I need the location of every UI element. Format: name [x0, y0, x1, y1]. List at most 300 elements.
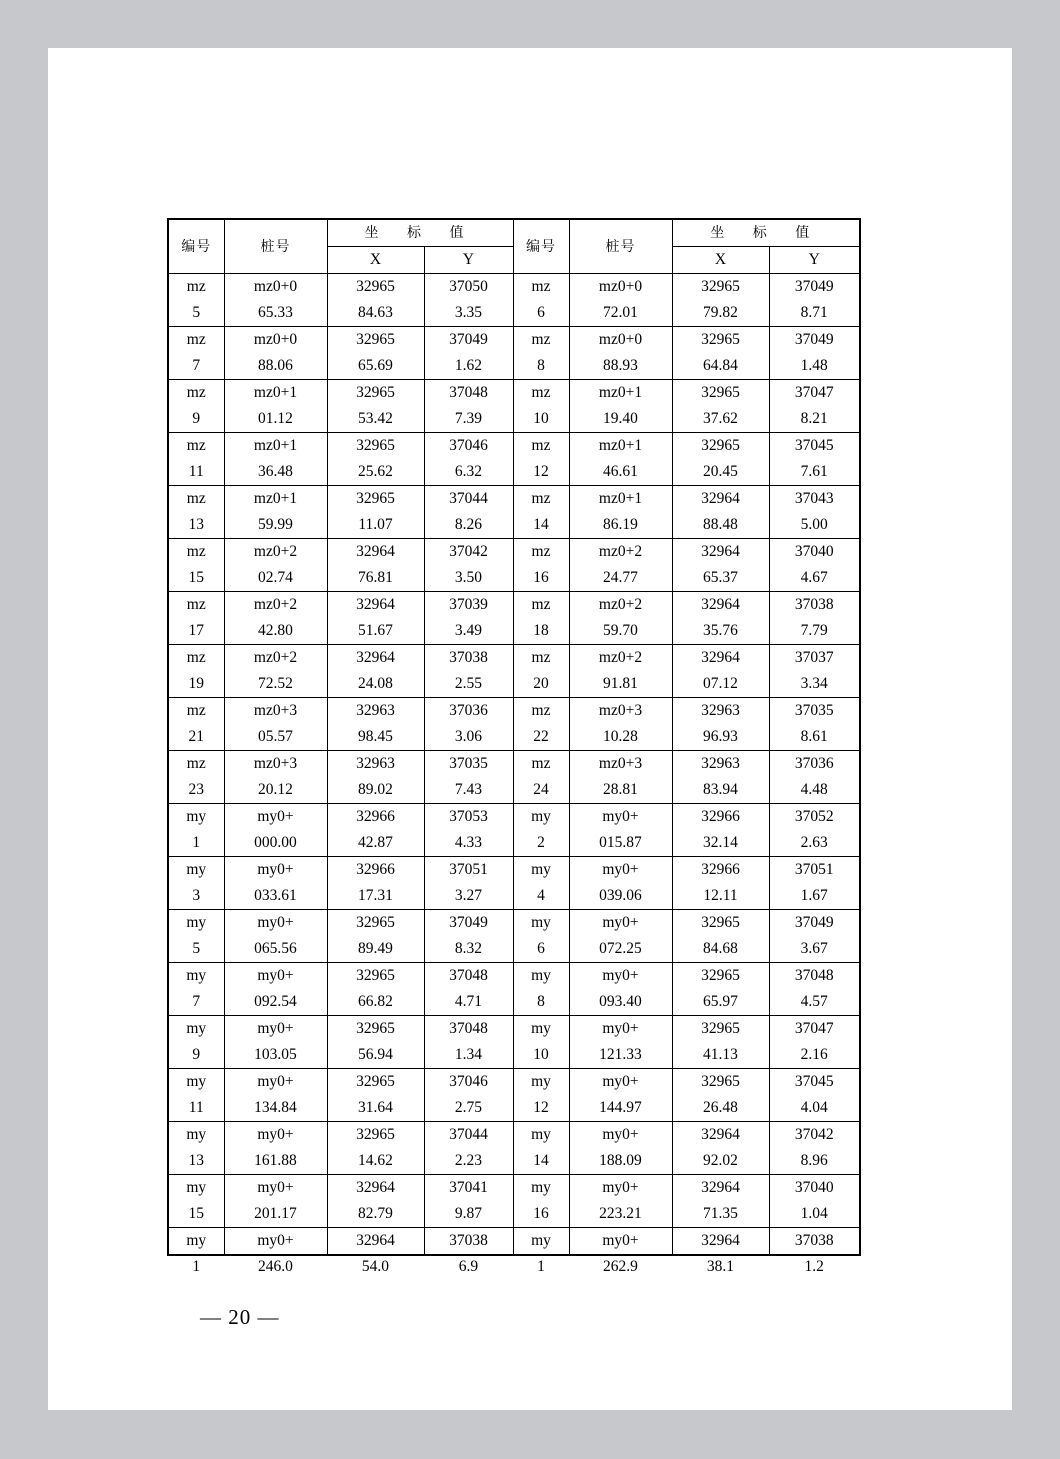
cell-y	[769, 592, 860, 645]
cell-y	[424, 539, 513, 592]
x-value: 3296564.84	[701, 331, 740, 374]
x-value: 3296476.81	[356, 543, 395, 586]
cell-stake	[569, 645, 672, 698]
cell-stake	[224, 645, 327, 698]
x-value: 3296525.62	[356, 437, 395, 480]
cell-code	[168, 486, 224, 539]
x-value: 3296438.1	[701, 1232, 740, 1275]
cell-stake	[224, 963, 327, 1016]
stake-value: mz0+072.01	[598, 278, 643, 321]
table-row	[168, 963, 860, 1016]
cell-y	[424, 857, 513, 910]
y-value: 370363.06	[449, 702, 488, 745]
cell-x	[672, 592, 769, 645]
x-value: 3296471.35	[701, 1179, 740, 1222]
cell-code	[168, 592, 224, 645]
y-value: 370472.16	[794, 1020, 834, 1063]
cell-code	[168, 327, 224, 380]
cell-code	[168, 1228, 224, 1275]
cell-code	[513, 274, 569, 327]
cell-x	[327, 1069, 424, 1122]
cell-y	[769, 910, 860, 963]
cell-stake	[569, 1069, 672, 1122]
code-value: my14	[531, 1126, 551, 1169]
cell-stake	[569, 380, 672, 433]
header-y-left: Y	[424, 247, 513, 274]
code-value: mz8	[531, 331, 551, 374]
code-value: mz6	[531, 278, 551, 321]
y-value: 370466.32	[449, 437, 488, 480]
cell-y	[769, 486, 860, 539]
code-value: my7	[186, 967, 207, 1010]
header-x-right: X	[672, 247, 769, 274]
stake-value: mz0+202.74	[253, 543, 298, 586]
cell-stake	[224, 1016, 327, 1069]
stake-value: my0+161.88	[254, 1126, 297, 1169]
header-row-1	[168, 219, 860, 247]
stake-value: mz0+291.81	[598, 649, 643, 692]
y-value: 370435.00	[794, 490, 834, 533]
cell-y	[424, 963, 513, 1016]
y-value: 370387.79	[794, 596, 834, 639]
cell-stake	[224, 1228, 327, 1275]
y-value: 370522.63	[794, 808, 834, 851]
cell-stake	[569, 433, 672, 486]
code-value: mz9	[186, 384, 206, 427]
cell-stake	[224, 274, 327, 327]
x-value: 3296398.45	[356, 702, 395, 745]
x-value: 3296520.45	[701, 437, 740, 480]
cell-code	[168, 857, 224, 910]
cell-x	[327, 1228, 424, 1275]
code-value: my9	[186, 1020, 207, 1063]
stake-value: mz0+186.19	[598, 490, 643, 533]
cell-code	[513, 804, 569, 857]
header-x-left: X	[327, 247, 424, 274]
code-value: my11	[186, 1073, 207, 1116]
cell-code	[168, 380, 224, 433]
x-value: 3296553.42	[356, 384, 395, 427]
header-stake-right: 桩号	[569, 219, 672, 274]
cell-code	[168, 963, 224, 1016]
table-row	[168, 274, 860, 327]
code-value: my10	[531, 1020, 551, 1063]
cell-x	[672, 645, 769, 698]
cell-stake	[569, 1228, 672, 1275]
page-number: — 20 —	[200, 1305, 280, 1329]
code-value: mz16	[531, 543, 551, 586]
cell-y	[769, 327, 860, 380]
cell-x	[327, 486, 424, 539]
table-body	[168, 274, 860, 1275]
code-value: my12	[531, 1073, 551, 1116]
cell-code	[513, 1069, 569, 1122]
cell-y	[769, 804, 860, 857]
y-value: 370503.35	[449, 278, 488, 321]
code-value: my3	[186, 861, 207, 904]
cell-y	[424, 1175, 513, 1228]
cell-x	[672, 433, 769, 486]
y-value: 370442.23	[449, 1126, 488, 1169]
y-value: 370364.48	[794, 755, 834, 798]
cell-x	[327, 857, 424, 910]
cell-y	[424, 1122, 513, 1175]
cell-y	[769, 1228, 860, 1275]
cell-stake	[224, 433, 327, 486]
cell-y	[769, 645, 860, 698]
cell-stake	[569, 486, 672, 539]
cell-stake	[224, 1069, 327, 1122]
cell-stake	[569, 963, 672, 1016]
table-row	[168, 1175, 860, 1228]
code-value: mz15	[186, 543, 206, 586]
y-value: 370462.75	[449, 1073, 488, 1116]
stake-value: my0+092.54	[254, 967, 297, 1010]
table-row	[168, 857, 860, 910]
stake-value: my0+188.09	[599, 1126, 642, 1169]
y-value: 370381.2	[794, 1232, 834, 1275]
code-value: my1	[531, 1232, 551, 1275]
cell-y	[424, 433, 513, 486]
cell-y	[424, 1228, 513, 1275]
cell-x	[327, 698, 424, 751]
cell-code	[513, 486, 569, 539]
cell-stake	[224, 698, 327, 751]
cell-x	[672, 327, 769, 380]
x-value: 3296556.94	[356, 1020, 395, 1063]
x-value: 3296383.94	[701, 755, 740, 798]
cell-stake	[224, 1122, 327, 1175]
cell-y	[769, 698, 860, 751]
y-value: 370401.04	[794, 1179, 834, 1222]
stake-value: my0+144.97	[599, 1073, 642, 1116]
cell-y	[424, 751, 513, 804]
cell-x	[672, 1122, 769, 1175]
cell-x	[672, 751, 769, 804]
y-value: 370428.96	[794, 1126, 834, 1169]
cell-code	[168, 274, 224, 327]
stake-value: mz0+305.57	[253, 702, 298, 745]
cell-stake	[569, 327, 672, 380]
cell-code	[168, 1122, 224, 1175]
cell-y	[769, 1175, 860, 1228]
code-value: mz20	[531, 649, 551, 692]
x-value: 3296566.82	[356, 967, 395, 1010]
cell-stake	[569, 1175, 672, 1228]
x-value: 3296584.63	[356, 278, 395, 321]
cell-y	[424, 1069, 513, 1122]
table-row	[168, 592, 860, 645]
stake-value: my0+039.06	[599, 861, 642, 904]
code-value: mz11	[186, 437, 206, 480]
cell-y	[769, 1016, 860, 1069]
stake-value: my0+246.0	[257, 1232, 294, 1275]
header-code-right: 编号	[513, 219, 569, 274]
header-coord-group-right: 坐 标 值	[672, 219, 860, 247]
x-value: 3296424.08	[356, 649, 395, 692]
cell-x	[672, 1069, 769, 1122]
y-value: 370358.61	[794, 702, 834, 745]
code-value: mz10	[531, 384, 551, 427]
cell-x	[672, 274, 769, 327]
x-value: 3296435.76	[701, 596, 740, 639]
cell-y	[424, 1016, 513, 1069]
y-value: 370448.26	[449, 490, 488, 533]
cell-y	[769, 1069, 860, 1122]
table-row	[168, 327, 860, 380]
cell-stake	[569, 751, 672, 804]
table-row	[168, 645, 860, 698]
x-value: 3296514.62	[356, 1126, 395, 1169]
document-page	[48, 48, 1012, 1410]
cell-code	[513, 857, 569, 910]
code-value: mz21	[186, 702, 206, 745]
cell-x	[672, 380, 769, 433]
x-value: 3296537.62	[701, 384, 740, 427]
stake-value: mz0+159.99	[253, 490, 298, 533]
x-value: 3296612.11	[701, 861, 740, 904]
x-value: 3296589.49	[356, 914, 395, 957]
table-row	[168, 1122, 860, 1175]
stake-value: mz0+146.61	[598, 437, 643, 480]
cell-stake	[224, 486, 327, 539]
table-row	[168, 539, 860, 592]
cell-y	[424, 274, 513, 327]
cell-stake	[569, 698, 672, 751]
x-value: 3296584.68	[701, 914, 740, 957]
y-value: 370484.71	[449, 967, 488, 1010]
stake-value: mz0+328.81	[598, 755, 643, 798]
x-value: 3296642.87	[356, 808, 395, 851]
stake-value: my0+093.40	[599, 967, 642, 1010]
y-value: 370386.9	[449, 1232, 488, 1275]
y-value: 370498.32	[449, 914, 488, 957]
table-row	[168, 751, 860, 804]
stake-value: mz0+224.77	[598, 543, 643, 586]
cell-y	[424, 910, 513, 963]
cell-code	[513, 433, 569, 486]
stake-value: my0+072.25	[599, 914, 642, 957]
code-value: mz22	[531, 702, 551, 745]
cell-code	[168, 698, 224, 751]
y-value: 370487.39	[449, 384, 488, 427]
table-row	[168, 486, 860, 539]
code-value: my4	[531, 861, 551, 904]
x-value: 3296526.48	[701, 1073, 740, 1116]
cell-stake	[224, 327, 327, 380]
cell-y	[424, 698, 513, 751]
cell-code	[513, 963, 569, 1016]
coordinate-table	[167, 218, 861, 1275]
cell-x	[672, 539, 769, 592]
cell-x	[327, 327, 424, 380]
cell-code	[513, 592, 569, 645]
cell-code	[513, 1228, 569, 1275]
cell-x	[327, 751, 424, 804]
cell-code	[168, 433, 224, 486]
cell-x	[672, 486, 769, 539]
code-value: my13	[186, 1126, 207, 1169]
y-value: 370357.43	[449, 755, 488, 798]
stake-value: my0+223.21	[599, 1179, 642, 1222]
cell-x	[672, 1228, 769, 1275]
cell-code	[168, 539, 224, 592]
x-value: 3296617.31	[356, 861, 395, 904]
cell-code	[168, 910, 224, 963]
code-value: mz24	[531, 755, 551, 798]
cell-code	[513, 380, 569, 433]
cell-y	[424, 804, 513, 857]
stake-value: mz0+320.12	[253, 755, 298, 798]
cell-x	[327, 963, 424, 1016]
code-value: my5	[186, 914, 207, 957]
stake-value: my0+134.84	[254, 1073, 297, 1116]
cell-y	[424, 645, 513, 698]
cell-y	[424, 380, 513, 433]
table-row	[168, 698, 860, 751]
stake-value: mz0+065.33	[253, 278, 298, 321]
cell-stake	[224, 804, 327, 857]
x-value: 3296531.64	[356, 1073, 395, 1116]
code-value: mz19	[186, 649, 206, 692]
cell-x	[327, 1122, 424, 1175]
stake-value: my0+262.9	[602, 1232, 639, 1275]
cell-code	[168, 645, 224, 698]
stake-value: mz0+310.28	[598, 702, 643, 745]
header-code-left: 编号	[168, 219, 224, 274]
cell-stake	[224, 910, 327, 963]
stake-value: mz0+119.40	[598, 384, 643, 427]
cell-x	[327, 592, 424, 645]
stake-value: mz0+136.48	[253, 437, 298, 480]
cell-x	[327, 645, 424, 698]
y-value: 370373.34	[794, 649, 834, 692]
x-value: 3296632.14	[701, 808, 740, 851]
cell-x	[327, 380, 424, 433]
cell-stake	[569, 1122, 672, 1175]
header-stake-left: 桩号	[224, 219, 327, 274]
cell-stake	[224, 751, 327, 804]
x-value: 3296465.37	[701, 543, 740, 586]
y-value: 370498.71	[794, 278, 834, 321]
y-value: 370491.62	[449, 331, 488, 374]
cell-code	[513, 1175, 569, 1228]
code-value: mz23	[186, 755, 206, 798]
cell-stake	[569, 274, 672, 327]
cell-y	[769, 751, 860, 804]
table-row	[168, 910, 860, 963]
y-value: 370491.48	[794, 331, 834, 374]
code-value: mz12	[531, 437, 551, 480]
cell-stake	[569, 857, 672, 910]
code-value: mz17	[186, 596, 206, 639]
stake-value: my0+103.05	[254, 1020, 297, 1063]
y-value: 370513.27	[449, 861, 488, 904]
cell-x	[327, 539, 424, 592]
cell-stake	[569, 592, 672, 645]
x-value: 3296454.0	[356, 1232, 395, 1275]
code-value: mz18	[531, 596, 551, 639]
code-value: my1	[186, 808, 207, 851]
x-value: 3296579.82	[701, 278, 740, 321]
cell-x	[672, 1016, 769, 1069]
cell-y	[424, 327, 513, 380]
x-value: 3296511.07	[356, 490, 395, 533]
cell-code	[513, 1122, 569, 1175]
cell-x	[327, 1175, 424, 1228]
cell-y	[769, 857, 860, 910]
code-value: mz5	[186, 278, 206, 321]
cell-code	[168, 1175, 224, 1228]
x-value: 3296565.69	[356, 331, 395, 374]
cell-x	[672, 1175, 769, 1228]
cell-x	[327, 274, 424, 327]
code-value: mz14	[531, 490, 551, 533]
cell-code	[513, 910, 569, 963]
cell-x	[327, 1016, 424, 1069]
cell-x	[672, 804, 769, 857]
table-row	[168, 1069, 860, 1122]
cell-x	[672, 963, 769, 1016]
y-value: 370404.67	[794, 543, 834, 586]
cell-y	[769, 963, 860, 1016]
cell-code	[168, 1016, 224, 1069]
cell-x	[672, 698, 769, 751]
cell-stake	[569, 1016, 672, 1069]
code-value: my6	[531, 914, 551, 957]
header-y-right: Y	[769, 247, 860, 274]
y-value: 370454.04	[794, 1073, 834, 1116]
code-value: mz7	[186, 331, 206, 374]
stake-value: my0+015.87	[599, 808, 642, 851]
y-value: 370534.33	[449, 808, 488, 851]
x-value: 3296541.13	[701, 1020, 740, 1063]
cell-y	[769, 274, 860, 327]
code-value: my2	[531, 808, 551, 851]
cell-stake	[224, 857, 327, 910]
cell-y	[769, 1122, 860, 1175]
cell-y	[424, 592, 513, 645]
cell-stake	[224, 592, 327, 645]
code-value: mz13	[186, 490, 206, 533]
cell-y	[769, 539, 860, 592]
stake-value: mz0+088.06	[253, 331, 298, 374]
table-row	[168, 433, 860, 486]
y-value: 370382.55	[449, 649, 488, 692]
cell-stake	[224, 380, 327, 433]
stake-value: mz0+088.93	[598, 331, 643, 374]
stake-value: mz0+259.70	[598, 596, 643, 639]
code-value: my15	[186, 1179, 207, 1222]
stake-value: mz0+242.80	[253, 596, 298, 639]
cell-x	[327, 804, 424, 857]
code-value: my8	[531, 967, 551, 1010]
cell-stake	[224, 1175, 327, 1228]
y-value: 370423.50	[449, 543, 488, 586]
stake-value: my0+121.33	[599, 1020, 642, 1063]
cell-x	[327, 433, 424, 486]
cell-code	[513, 1016, 569, 1069]
cell-x	[672, 910, 769, 963]
y-value: 370419.87	[449, 1179, 488, 1222]
y-value: 370393.49	[449, 596, 488, 639]
stake-value: my0+000.00	[254, 808, 297, 851]
cell-code	[513, 645, 569, 698]
x-value: 3296488.48	[701, 490, 740, 533]
x-value: 3296565.97	[701, 967, 740, 1010]
code-value: my16	[531, 1179, 551, 1222]
cell-stake	[224, 539, 327, 592]
